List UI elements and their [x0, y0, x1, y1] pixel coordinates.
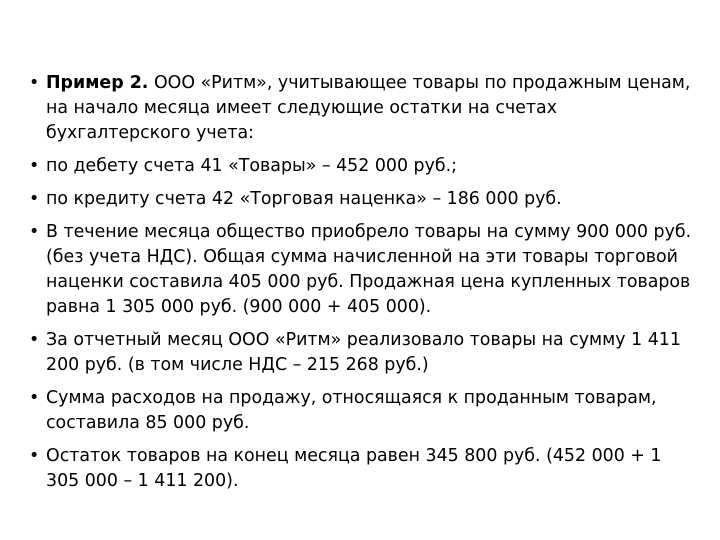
bullet-dot-icon: •: [29, 222, 40, 242]
bullet-dot-icon: •: [29, 73, 40, 93]
bullet-text: В течение месяца общество приобрело товары на сумму 900 000 руб. (без учета НДС). Общая сумма начисленной на эти товары торговой наценки составила 405 000 руб. Продажная цена купленных товаров равна 1 305 000 руб. (900 000 + 405 000).: [46, 222, 692, 317]
bullet-item-ending-balance: [29, 444, 699, 494]
bullet-item-purchases: [29, 220, 699, 320]
bullet-text: За отчетный месяц ООО «Ритм» реализовало товары на сумму 1 411 200 руб. (в том числе НДС – 215 268 руб.): [46, 330, 681, 375]
bullet-text: по дебету счета 41 «Товары» – 452 000 руб.;: [46, 156, 457, 176]
bullet-text: по кредиту счета 42 «Торговая наценка» – 186 000 руб.: [46, 189, 562, 209]
bullet-item-credit-42: [29, 187, 699, 212]
bullet-item-debit-41: [29, 154, 699, 179]
bullet-dot-icon: •: [29, 189, 40, 209]
bullet-item-sales: [29, 328, 699, 378]
bullet-dot-icon: •: [29, 446, 40, 466]
bullet-text: ООО «Ритм», учитывающее товары по продажным ценам, на начало месяца имеет следующие остатки на счетах бухгалтерского учета:: [46, 73, 691, 143]
bullet-dot-icon: •: [29, 330, 40, 350]
bullet-text: Остаток товаров на конец месяца равен 345 800 руб. (452 000 + 1 305 000 – 1 411 200).: [46, 446, 662, 491]
bullet-item-expenses: [29, 386, 699, 436]
bullet-list: [29, 71, 699, 502]
example-label: Пример 2.: [46, 73, 149, 93]
bullet-item-example-intro: [29, 71, 699, 146]
bullet-dot-icon: •: [29, 156, 40, 176]
bullet-dot-icon: •: [29, 388, 40, 408]
bullet-text: Сумма расходов на продажу, относящаяся к проданным товарам, составила 85 000 руб.: [46, 388, 657, 433]
